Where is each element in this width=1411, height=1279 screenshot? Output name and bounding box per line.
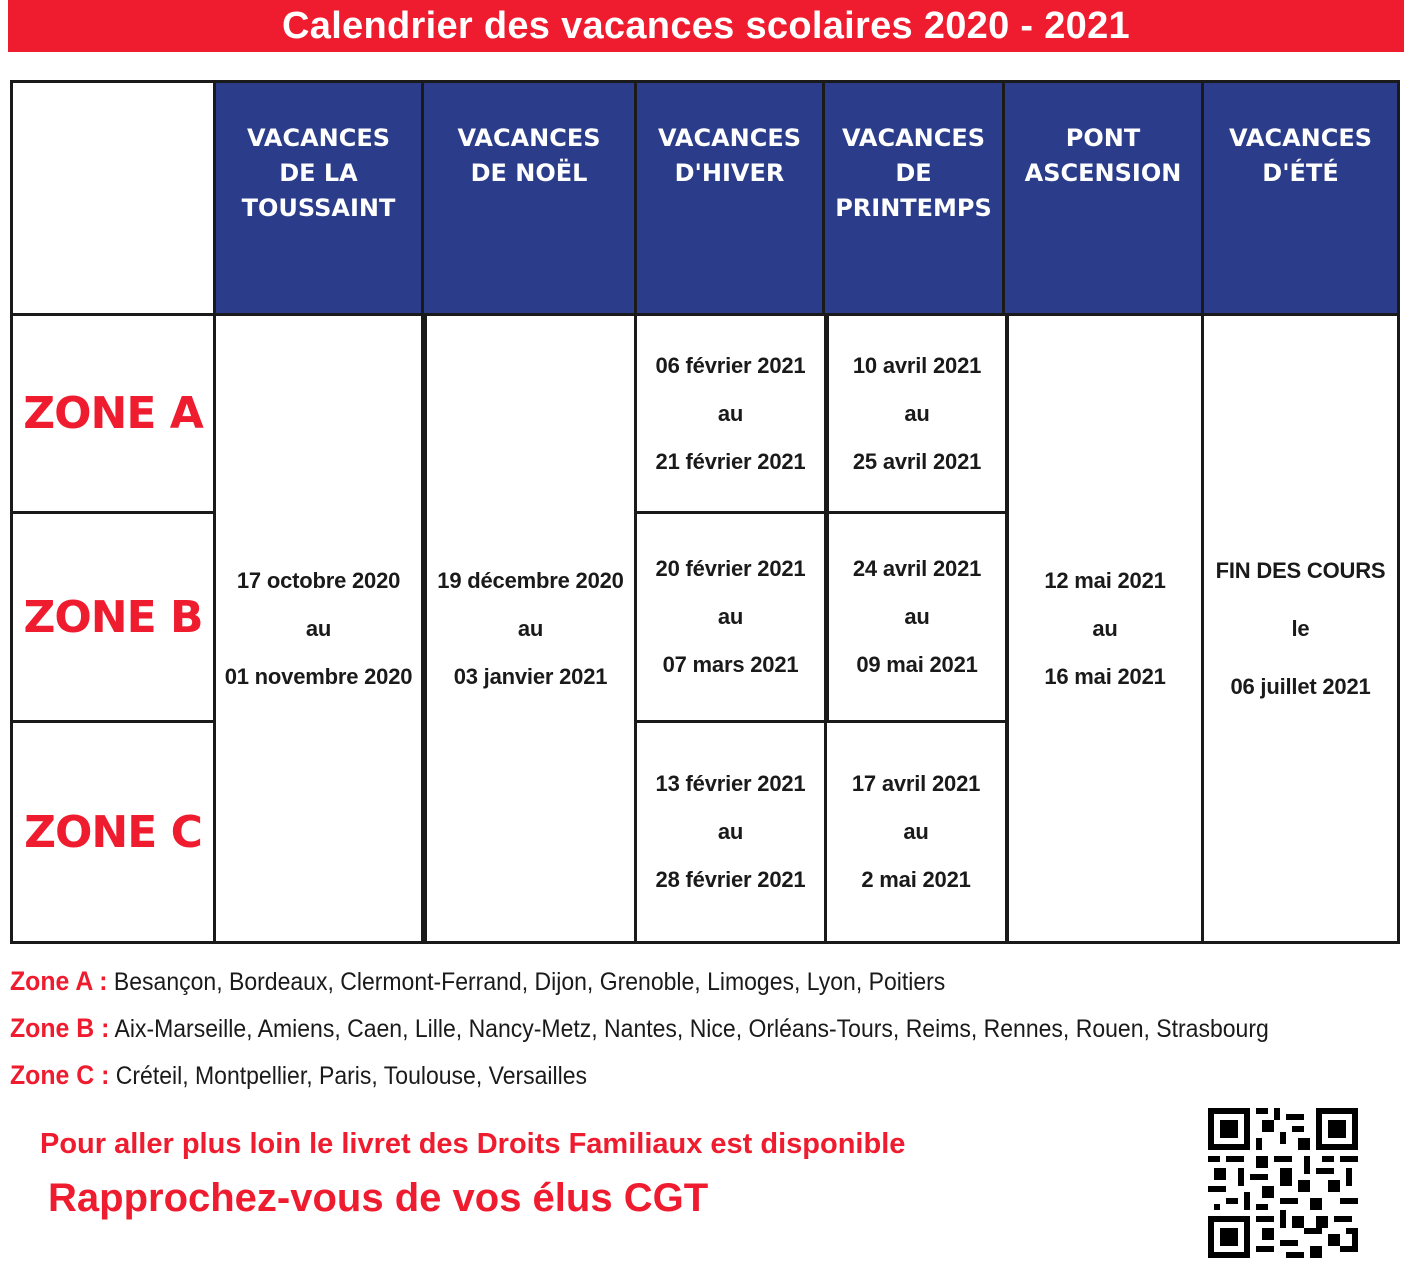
date-separator: au [904, 400, 930, 426]
date-start: 12 mai 2021 [1044, 567, 1166, 593]
date-start: 13 février 2021 [655, 771, 806, 796]
hiver-zone-b [634, 511, 827, 723]
header-noel [421, 80, 637, 316]
date-start: 17 octobre 2020 [236, 567, 401, 593]
printemps-zone-b [826, 511, 1008, 723]
header-printemps [822, 80, 1005, 316]
date-start: 24 avril 2021 [852, 556, 982, 581]
header-line: DE LA [279, 159, 358, 187]
hiver-zone-a [634, 313, 827, 514]
date-start: 10 avril 2021 [852, 352, 982, 378]
zones-list [10, 958, 1269, 1099]
qr-code-icon[interactable] [1208, 1108, 1358, 1258]
date-end: 28 février 2021 [655, 867, 806, 892]
date-separator: au [717, 400, 744, 426]
date-separator: au [903, 819, 929, 844]
header-line: TOUSSAINT [241, 194, 396, 222]
zone-c-cell [10, 720, 216, 944]
list-item [10, 1052, 1206, 1099]
printemps-zone-a [826, 313, 1008, 514]
date-separator: au [305, 615, 332, 641]
header-line: VACANCES [657, 124, 802, 152]
date-separator: le [1291, 615, 1310, 641]
zone-c-label: ZONE C [24, 806, 202, 858]
header-line: DE NOËL [470, 159, 588, 187]
header-line: VACANCES [1228, 124, 1373, 152]
toussaint-dates [213, 313, 424, 944]
date-end: 09 mai 2021 [856, 652, 978, 677]
header-line: D'HIVER [674, 159, 785, 187]
date-end: 06 juillet 2021 [1230, 673, 1371, 699]
date-end: 16 mai 2021 [1044, 663, 1166, 689]
date-separator: au [1092, 615, 1118, 641]
ascension-dates [1006, 313, 1204, 944]
header-line: ASCENSION [1024, 159, 1182, 187]
date-separator: au [717, 819, 744, 844]
date-start: 17 avril 2021 [851, 771, 981, 796]
date-end: 07 mars 2021 [662, 652, 799, 677]
header-line: PONT [1065, 124, 1141, 152]
zone-a-label: ZONE A [23, 388, 203, 439]
zone-b-label: ZONE B [23, 591, 203, 643]
zone-a-cell [10, 313, 216, 514]
date-separator: au [517, 615, 544, 641]
date-start: 19 décembre 2020 [437, 567, 624, 593]
date-separator: au [717, 604, 744, 629]
header-line: VACANCES [457, 124, 601, 152]
zone-a-list-label: Zone A : [10, 966, 108, 996]
page-title: Calendrier des vacances scolaires 2020 - 2021 [8, 0, 1404, 52]
printemps-zone-c [824, 720, 1008, 944]
date-end: 21 février 2021 [655, 448, 806, 474]
date-start: FIN DES COURS [1215, 557, 1386, 583]
header-hiver [634, 80, 825, 316]
zone-b-cell [10, 511, 216, 723]
header-line: DE [895, 159, 932, 187]
date-start: 06 février 2021 [655, 352, 806, 378]
ete-dates [1201, 313, 1400, 944]
header-toussaint [213, 80, 424, 316]
header-line: PRINTEMPS [835, 194, 992, 222]
zone-a-cities: Besançon, Bordeaux, Clermont-Ferrand, Dijon, Grenoble, Limoges, Lyon, Poitiers [113, 968, 946, 996]
header-line: D'ÉTÉ [1262, 159, 1339, 187]
date-start: 20 février 2021 [655, 556, 806, 581]
date-end: 2 mai 2021 [861, 867, 971, 892]
header-ete [1201, 80, 1400, 316]
noel-dates [424, 313, 637, 944]
header-line: VACANCES [246, 124, 391, 152]
table-corner [10, 80, 216, 316]
hiver-zone-c [634, 720, 827, 944]
date-end: 01 novembre 2020 [224, 663, 413, 689]
list-item [10, 1005, 1269, 1052]
date-end: 03 janvier 2021 [453, 663, 608, 689]
header-ascension [1002, 80, 1204, 316]
zone-b-list-label: Zone B : [10, 1013, 110, 1043]
zone-c-list-label: Zone C : [10, 1060, 110, 1090]
promo-line-2: Rapprochez-vous de vos élus CGT [48, 1176, 709, 1220]
date-end: 25 avril 2021 [852, 448, 982, 474]
list-item [10, 958, 1206, 1005]
date-separator: au [904, 604, 930, 629]
zone-c-cities: Créteil, Montpellier, Paris, Toulouse, Versailles [115, 1062, 588, 1090]
header-line: VACANCES [841, 124, 986, 152]
zone-b-cities: Aix-Marseille, Amiens, Caen, Lille, Nancy-Metz, Nantes, Nice, Orléans-Tours, Reims, Rennes, Rouen, Strasbourg [114, 1015, 1269, 1043]
promo-line-1: Pour aller plus loin le livret des Droits Familiaux est disponible [40, 1128, 906, 1160]
